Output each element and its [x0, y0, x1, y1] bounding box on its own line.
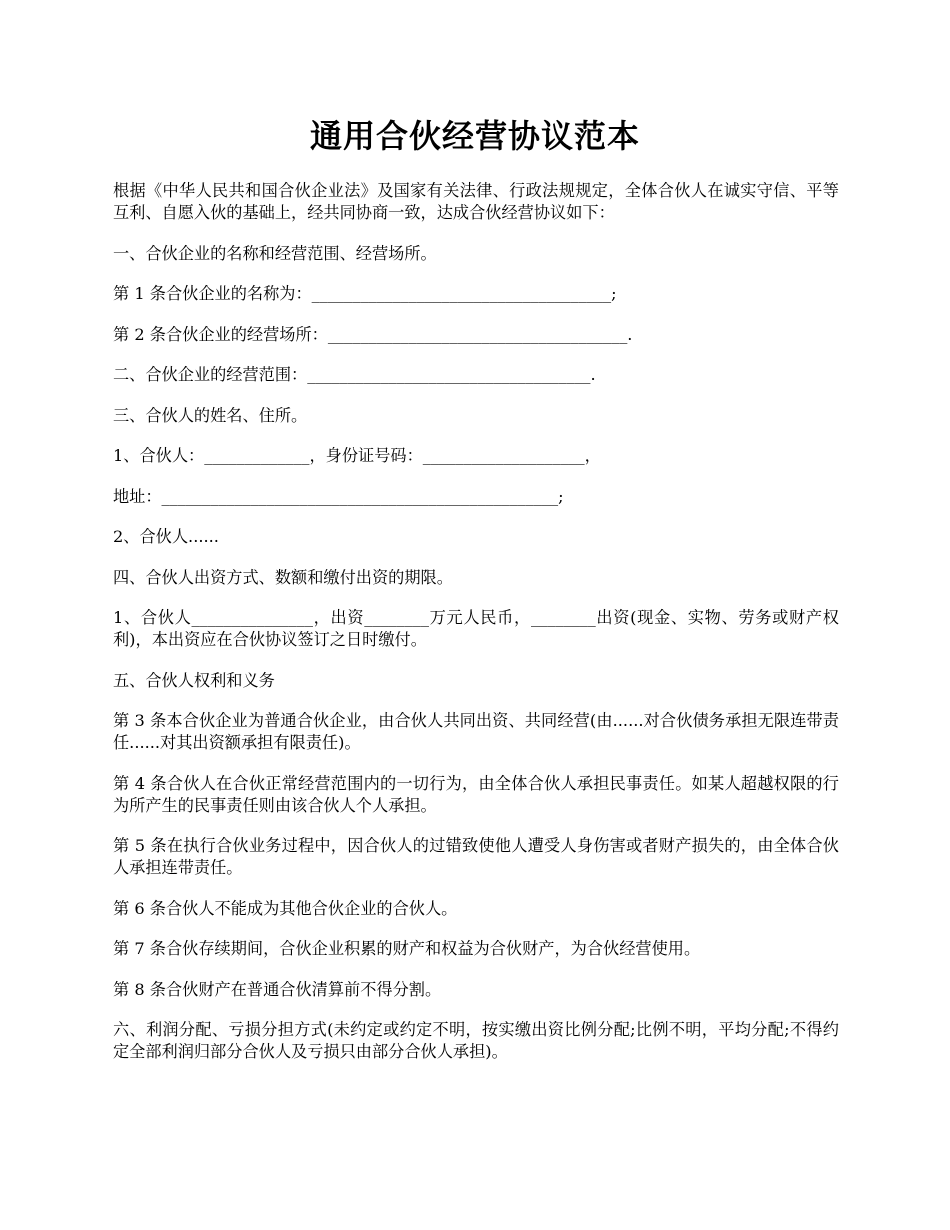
section-3-heading: 三、合伙人的姓名、住所。 [113, 405, 308, 425]
section-1-heading: 一、合伙企业的名称和经营范围、经营场所。 [113, 243, 437, 263]
address-line: 地址：_________________________________________________; [113, 486, 564, 506]
article-6: 第 6 条合伙人不能成为其他合伙企业的合伙人。 [113, 898, 458, 918]
article-4: 第 4 条合伙人在合伙正常经营范围内的一切行为，由全体合伙人承担民事责任。如某人超越权限的行为所产生的民事责任则由该合伙人个人承担。 [113, 773, 839, 815]
document-body [113, 180, 839, 1082]
contribution-paragraph: 1、合伙人_______________，出资________万元人民币，________出资(现金、实物、劳务或财产权利)，本出资应在合伙协议签订之日时缴付。 [113, 608, 839, 649]
article-2: 第 2 条合伙企业的经营场所：_____________________________________. [113, 324, 633, 344]
document-title: 通用合伙经营协议范本 [309, 117, 640, 155]
partner-1-line: 1、合伙人：_____________，身份证号码：____________________， [113, 446, 601, 465]
section-6-paragraph: 六、利润分配、亏损分担方式(未约定或约定不明，按实缴出资比例分配;比例不明，平均分配;不得约定全部利润归部分合伙人及亏损只由部分合伙人承担)。 [113, 1020, 839, 1061]
article-8: 第 8 条合伙财产在普通合伙清算前不得分割。 [113, 979, 442, 999]
article-5: 第 5 条在执行合伙业务过程中，因合伙人的过错致使他人遭受人身伤害或者财产损失的，由全体合伙人承担连带责任。 [113, 836, 839, 877]
section-2-heading: 二、合伙企业的经营范围：___________________________________. [113, 365, 596, 384]
partner-2-line: 2、合伙人...... [113, 527, 219, 546]
article-3: 第 3 条本合伙企业为普通合伙企业，由合伙人共同出资、共同经营(由......对合伙债务承担无限连带责任......对其出资额承担有限责任)。 [113, 711, 839, 752]
preamble-paragraph: 根据《中华人民共和国合伙企业法》及国家有关法律、行政法规规定，全体合伙人在诚实守信、平等互利、自愿入伙的基础上，经共同协商一致，达成合伙经营协议如下： [113, 181, 839, 222]
section-4-heading: 四、合伙人出资方式、数额和缴付出资的期限。 [113, 567, 453, 587]
section-5-heading: 五、合伙人权利和义务 [113, 670, 275, 690]
article-7: 第 7 条合伙存续期间，合伙企业积累的财产和权益为合伙财产，为合伙经营使用。 [113, 939, 701, 958]
article-1: 第 1 条合伙企业的名称为：_____________________________________; [113, 284, 617, 303]
